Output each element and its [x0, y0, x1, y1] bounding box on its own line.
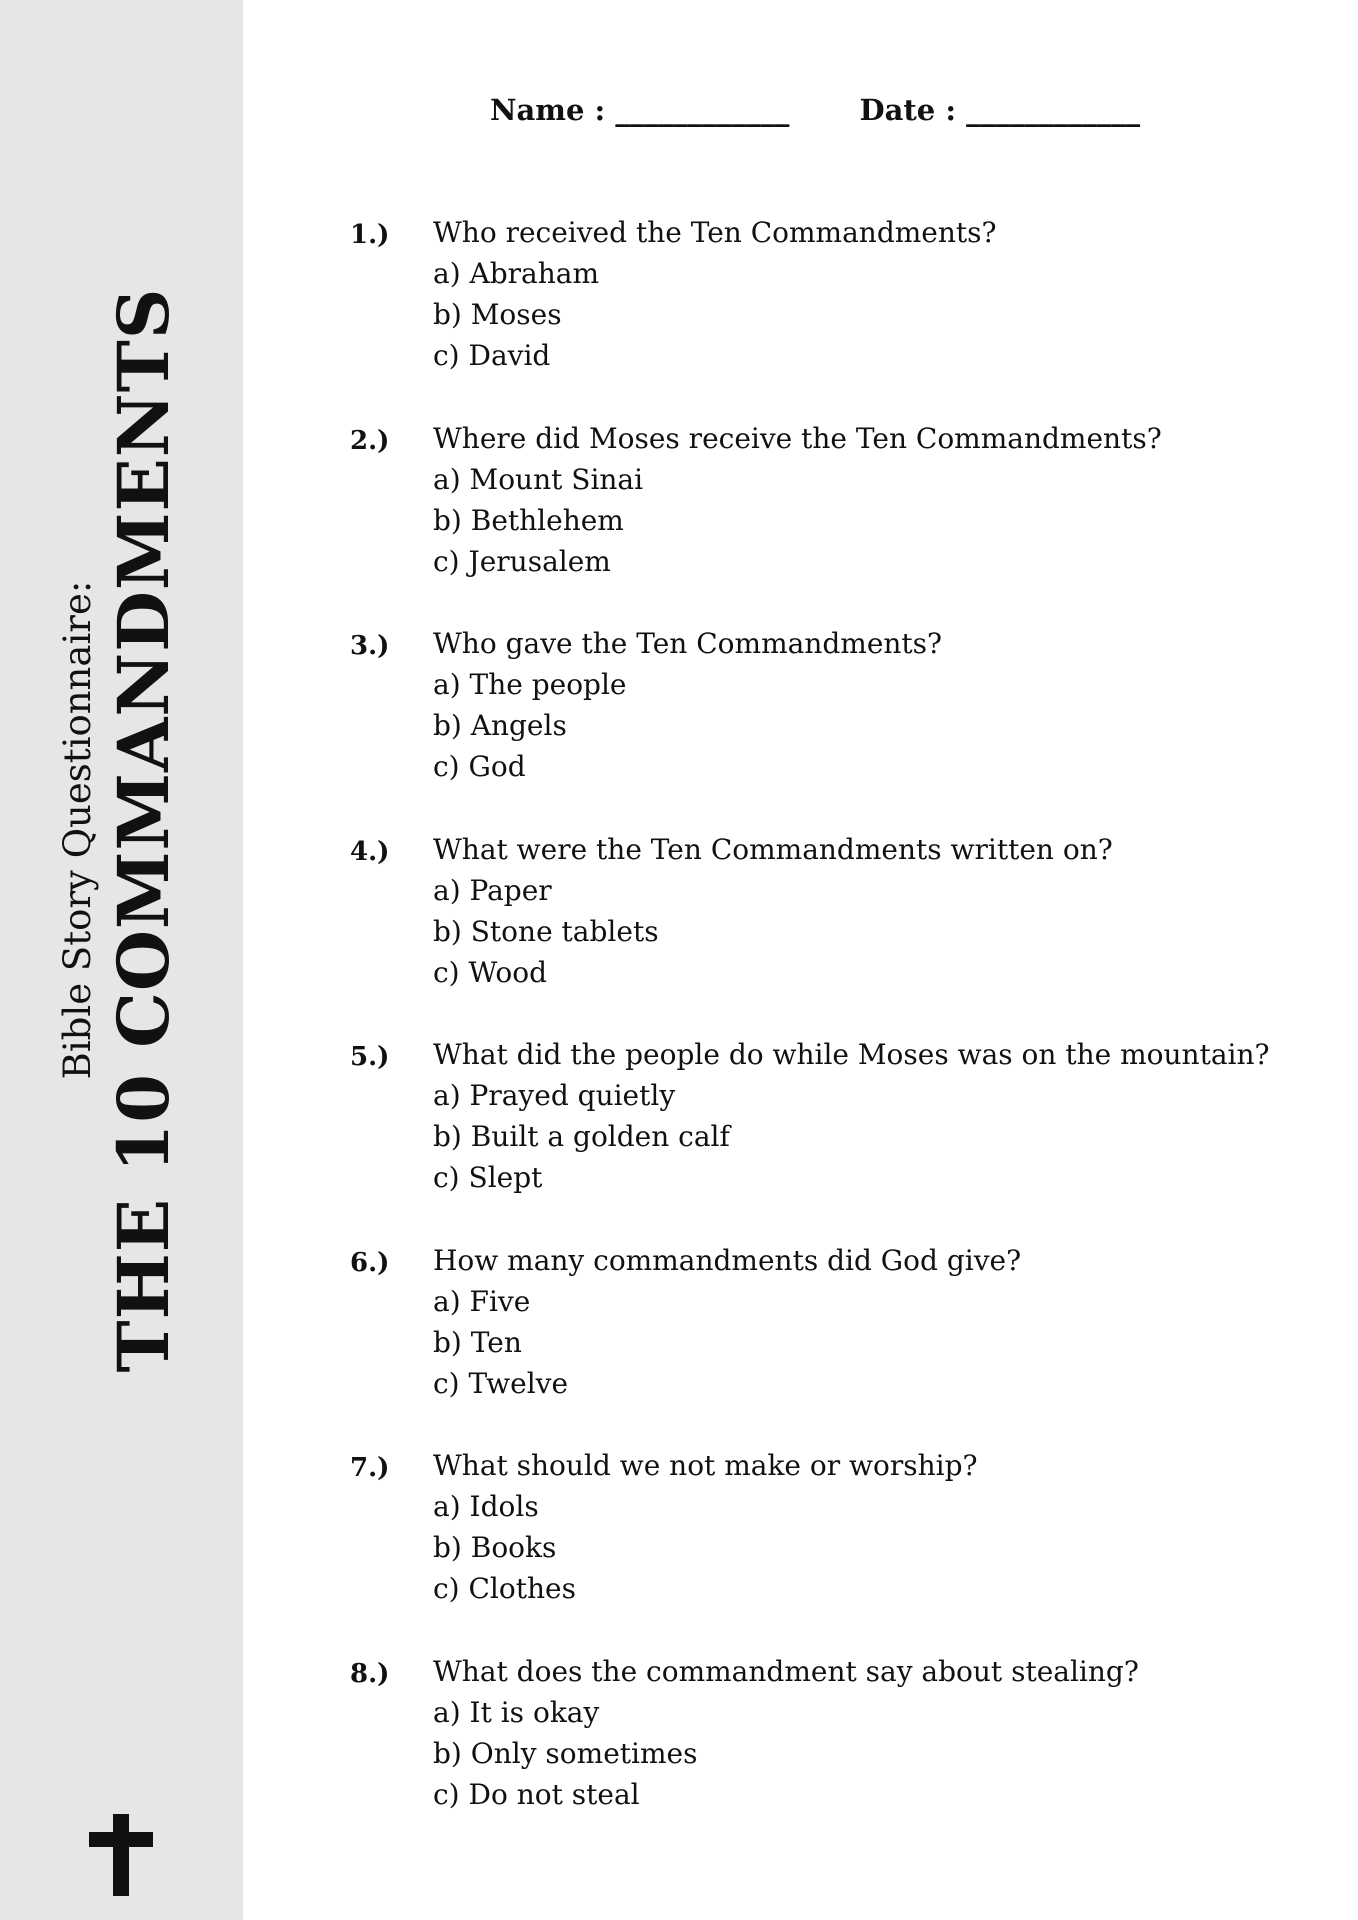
worksheet-title: THE 10 COMMANDMENTS [102, 287, 185, 1373]
question-text: What should we not make or worship? [433, 1449, 978, 1482]
answer-option[interactable]: b) Bethlehem [433, 503, 624, 537]
name-line[interactable]: ____________ [615, 93, 790, 127]
question-number: 8.) [350, 1658, 390, 1689]
question-5 [350, 1034, 1340, 1240]
question-number: 5.) [350, 1042, 390, 1072]
answer-option[interactable]: b) Stone tablets [433, 914, 659, 948]
answer-option[interactable]: a) Paper [433, 873, 552, 907]
answer-option[interactable]: c) God [433, 750, 526, 783]
question-3 [350, 623, 1340, 829]
question-number: 2.) [350, 425, 390, 456]
answer-option[interactable]: b) Moses [433, 298, 562, 331]
question-text: Where did Moses receive the Ten Commandments? [433, 421, 1162, 455]
answer-option[interactable]: b) Angels [433, 709, 567, 742]
question-number: 1.) [350, 220, 390, 250]
cross-icon [89, 1814, 153, 1896]
answer-option[interactable]: a) It is okay [433, 1695, 600, 1729]
answer-option[interactable]: b) Ten [433, 1325, 522, 1359]
question-text: What did the people do while Moses was on the mountain? [433, 1038, 1270, 1071]
answer-option[interactable]: b) Built a golden calf [433, 1120, 730, 1153]
name-field[interactable] [490, 90, 789, 130]
question-text: What does the commandment say about stealing? [433, 1654, 1139, 1688]
sidebar-title-block [55, 280, 187, 1380]
question-number: 6.) [350, 1247, 390, 1278]
answer-option[interactable]: a) Prayed quietly [433, 1079, 676, 1112]
question-number: 7.) [350, 1453, 390, 1483]
answer-option[interactable]: a) Mount Sinai [433, 462, 644, 496]
header [490, 90, 1140, 130]
answer-option[interactable]: c) David [433, 339, 551, 372]
sidebar [0, 0, 243, 1920]
question-text: Who received the Ten Commandments? [433, 216, 997, 249]
question-4 [350, 829, 1340, 1035]
date-field[interactable] [859, 90, 1140, 130]
answer-option[interactable]: b) Books [433, 1531, 557, 1564]
question-number: 4.) [350, 836, 390, 867]
answer-option[interactable]: a) Abraham [433, 257, 600, 290]
answer-option[interactable]: c) Wood [433, 955, 548, 989]
question-number: 3.) [350, 631, 390, 661]
question-1 [350, 212, 1340, 418]
question-2 [350, 418, 1340, 624]
answer-option[interactable]: a) Five [433, 1284, 531, 1318]
question-6 [350, 1240, 1340, 1446]
question-7 [350, 1445, 1340, 1651]
question-text: Who gave the Ten Commandments? [433, 627, 943, 660]
answer-option[interactable]: c) Slept [433, 1161, 543, 1194]
question-8 [350, 1651, 1340, 1857]
question-list [350, 212, 1340, 1856]
answer-option[interactable]: c) Jerusalem [433, 544, 611, 578]
name-label: Name : [490, 93, 606, 127]
answer-option[interactable]: a) The people [433, 668, 627, 701]
question-text: How many commandments did God give? [433, 1243, 1022, 1277]
answer-option[interactable]: c) Do not steal [433, 1777, 640, 1811]
date-label: Date : [859, 93, 957, 127]
question-text: What were the Ten Commandments written on? [433, 832, 1113, 866]
answer-option[interactable]: b) Only sometimes [433, 1736, 698, 1770]
date-line[interactable]: ____________ [966, 93, 1141, 127]
answer-option[interactable]: c) Clothes [433, 1572, 576, 1605]
answer-option[interactable]: c) Twelve [433, 1366, 569, 1400]
worksheet-subtitle: Bible Story Questionnaire: [56, 580, 99, 1080]
answer-option[interactable]: a) Idols [433, 1490, 539, 1523]
